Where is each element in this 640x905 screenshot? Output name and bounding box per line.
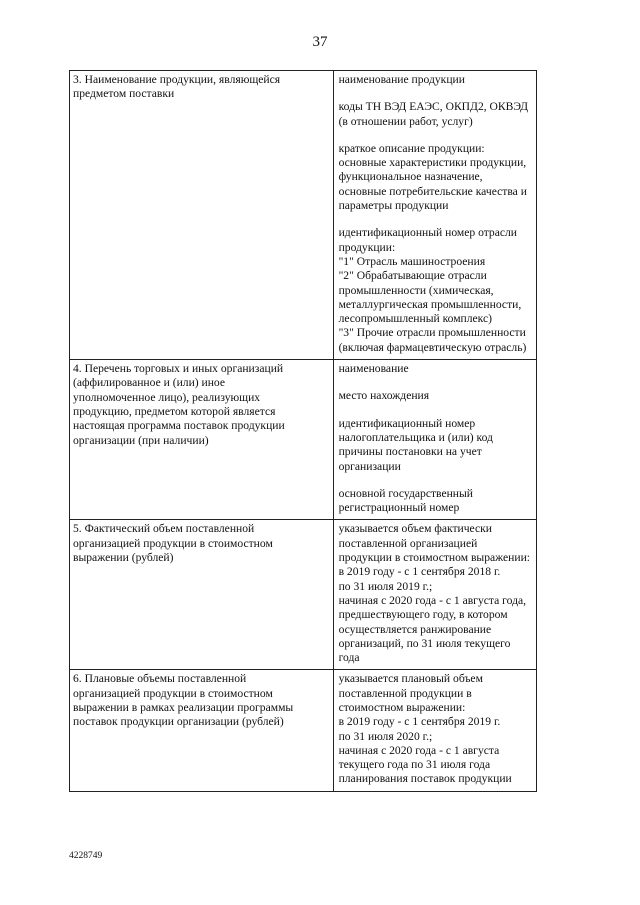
parameter-name-text: [73, 362, 330, 448]
parameter-name-line: 5. Фактический объем поставленной: [73, 522, 255, 536]
parameter-name-line: организацией продукции в стоимостном: [73, 536, 273, 550]
content-line: идентификационный номер отрасли: [338, 226, 518, 240]
content-line: место нахождения: [338, 389, 430, 403]
content-line: по 31 июля 2020 г.;: [338, 729, 433, 743]
content-paragraph: [339, 522, 533, 665]
content-paragraph: [339, 487, 533, 516]
content-line: стоимостном выражении:: [338, 700, 466, 714]
content-line: "1" Отрасль машиностроения: [338, 254, 486, 268]
parameter-name-line: организацией продукции в стоимостном: [73, 686, 273, 700]
content-line: начиная с 2020 года - с 1 августа года,: [338, 593, 527, 607]
content-line: (включая фармацевтическую отрасль): [338, 340, 527, 354]
content-line: года: [338, 651, 360, 665]
content-line: налогоплательщика и (или) код: [338, 430, 493, 444]
content-paragraph: [339, 672, 533, 786]
content-line: металлургическая промышленности,: [338, 297, 522, 311]
parameter-name-line: настоящая программа поставок продукции: [73, 419, 285, 433]
parameter-name-line: 6. Плановые объемы поставленной: [73, 672, 247, 686]
content-line: идентификационный номер: [338, 416, 476, 430]
parameter-name-line: поставок продукции организации (рублей): [73, 715, 284, 729]
content-line: основные потребительские качества и: [338, 184, 527, 198]
content-line: промышленности (химическая,: [338, 283, 494, 297]
content-line: в 2019 году - с 1 сентября 2018 г.: [338, 565, 501, 579]
content-line: "2" Обрабатывающие отрасли: [338, 269, 487, 283]
parameter-name-line: (аффилированное и (или) иное: [73, 376, 226, 390]
content-paragraph: [339, 73, 533, 87]
parameter-name-cell: [70, 71, 334, 360]
parameter-content-cell: [333, 71, 536, 360]
content-line: указывается плановый объем: [338, 672, 483, 686]
content-line: предшествующего году, в котором: [338, 608, 508, 622]
table-row: [70, 520, 537, 670]
parameter-name-text: [73, 672, 330, 729]
content-paragraph: [339, 226, 533, 355]
content-line: организации: [338, 459, 401, 473]
parameter-name-line: организации (при наличии): [73, 433, 209, 447]
document-code: 4228749: [69, 851, 103, 861]
table-row: [70, 71, 537, 360]
content-paragraph: [339, 362, 533, 376]
content-line: поставленной организацией: [338, 536, 478, 550]
parameter-name-text: [73, 73, 330, 102]
content-line: (в отношении работ, услуг): [338, 114, 473, 128]
content-line: причины постановки на учет: [338, 445, 482, 459]
parameter-name-cell: [70, 520, 334, 670]
content-line: текущего года по 31 июля года: [338, 758, 491, 772]
content-line: параметры продукции: [338, 199, 449, 213]
content-line: организаций, по 31 июля текущего: [338, 636, 511, 650]
parameter-name-line: выражении (рублей): [73, 551, 174, 565]
parameter-content-cell: [333, 360, 536, 520]
content-line: функциональное назначение,: [338, 170, 483, 184]
parameter-name-text: [73, 522, 330, 565]
parameter-name-line: продукцию, предметом которой является: [73, 404, 276, 418]
content-line: продукции в стоимостном выражении:: [338, 551, 530, 565]
content-line: краткое описание продукции:: [338, 141, 485, 155]
content-line: "3" Прочие отрасли промышленности: [338, 326, 526, 340]
content-line: в 2019 году - с 1 сентября 2019 г.: [338, 715, 501, 729]
content-line: основной государственный: [338, 486, 473, 500]
content-line: лесопромышленный комплекс): [338, 312, 493, 326]
content-line: регистрационный номер: [338, 501, 460, 515]
page-number: 37: [312, 34, 328, 50]
content-line: указывается объем фактически: [338, 522, 492, 536]
parameter-content-cell: [333, 520, 536, 670]
parameter-name-line: выражении в рамках реализации программы: [73, 700, 294, 714]
table-row: [70, 670, 537, 791]
table-body: [70, 71, 537, 792]
content-line: осуществляется ранжирование: [338, 622, 492, 636]
content-line: начиная с 2020 года - с 1 августа: [338, 743, 500, 757]
requirements-table: [69, 70, 537, 792]
content-line: основные характеристики продукции,: [338, 156, 527, 170]
content-paragraph: [339, 389, 533, 403]
parameter-name-line: предметом поставки: [73, 87, 175, 101]
content-line: наименование продукции: [338, 73, 465, 86]
content-paragraph: [339, 100, 533, 129]
parameter-name-line: 4. Перечень торговых и иных организаций: [73, 362, 284, 376]
content-paragraph: [339, 142, 533, 213]
parameter-name-cell: [70, 670, 334, 791]
parameter-name-cell: [70, 360, 334, 520]
parameter-name-line: 3. Наименование продукции, являющейся: [73, 73, 281, 86]
table-row: [70, 360, 537, 520]
parameter-name-line: уполномоченное лицо), реализующих: [73, 390, 261, 404]
content-line: по 31 июля 2019 г.;: [338, 579, 433, 593]
content-line: планирования поставок продукции: [338, 772, 512, 786]
content-line: продукции:: [338, 240, 396, 254]
parameter-content-cell: [333, 670, 536, 791]
content-line: наименование: [338, 362, 409, 376]
content-line: коды ТН ВЭД ЕАЭС, ОКПД2, ОКВЭД: [338, 100, 528, 114]
content-line: поставленной продукции в: [338, 686, 472, 700]
content-paragraph: [339, 417, 533, 474]
